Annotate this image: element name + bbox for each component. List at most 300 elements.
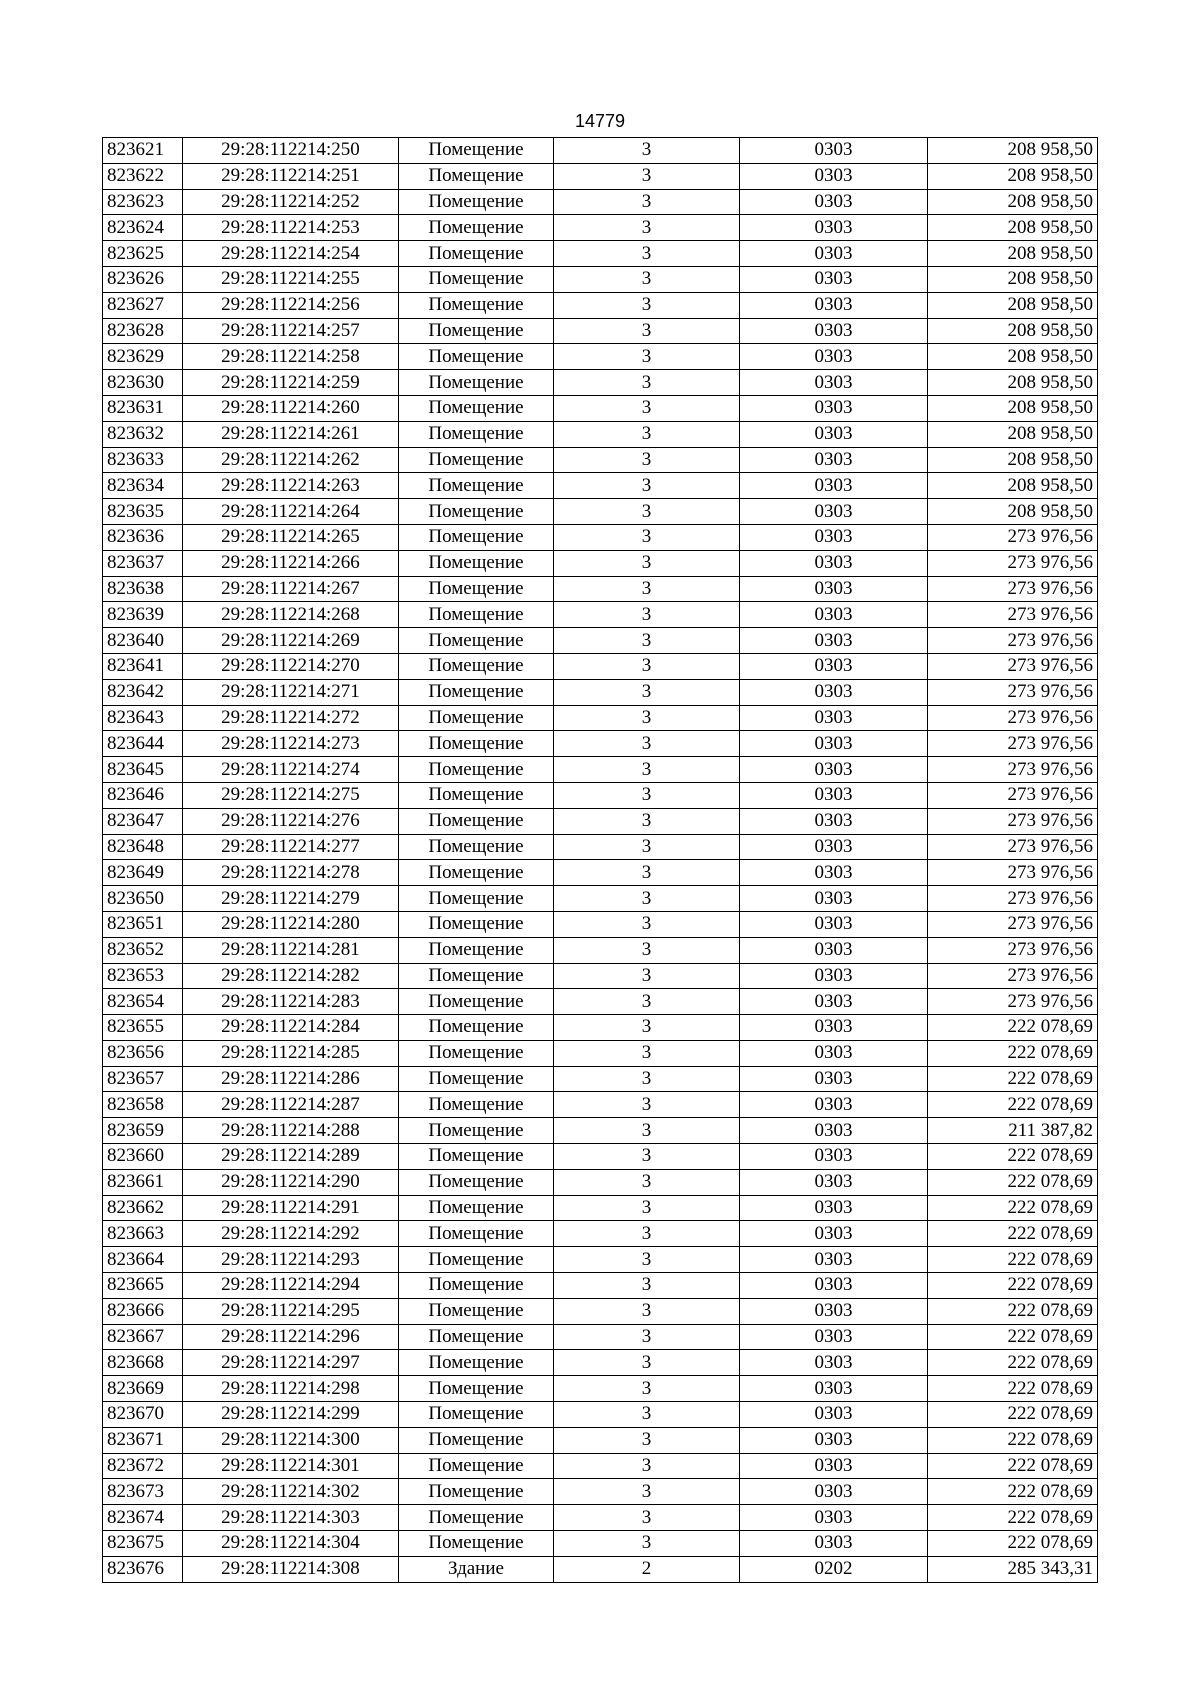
row-number-cell: 823645 [103, 757, 183, 783]
cadastral-value-cell: 208 958,50 [928, 138, 1098, 164]
cadastral-value-cell: 285 343,31 [928, 1556, 1098, 1582]
table-row [103, 1247, 1098, 1273]
row-number-cell: 823628 [103, 318, 183, 344]
row-number-cell: 823634 [103, 473, 183, 499]
object-type-cell: Помещение [399, 731, 554, 757]
object-type-cell: Помещение [399, 395, 554, 421]
object-type-cell: Здание [399, 1556, 554, 1582]
group-cell: 3 [554, 963, 740, 989]
cadastral-number-cell: 29:28:112214:293 [183, 1247, 399, 1273]
group-cell: 3 [554, 989, 740, 1015]
group-cell: 3 [554, 1376, 740, 1402]
code-cell: 0303 [740, 1144, 928, 1170]
object-type-cell: Помещение [399, 1453, 554, 1479]
cadastral-number-cell: 29:28:112214:298 [183, 1376, 399, 1402]
row-number-cell: 823629 [103, 344, 183, 370]
cadastral-value-cell: 222 078,69 [928, 1427, 1098, 1453]
row-number-cell: 823660 [103, 1144, 183, 1170]
cadastral-number-cell: 29:28:112214:257 [183, 318, 399, 344]
table-row [103, 421, 1098, 447]
cadastral-number-cell: 29:28:112214:308 [183, 1556, 399, 1582]
row-number-cell: 823663 [103, 1221, 183, 1247]
cadastral-number-cell: 29:28:112214:265 [183, 524, 399, 550]
cadastral-value-cell: 222 078,69 [928, 1015, 1098, 1041]
object-type-cell: Помещение [399, 1066, 554, 1092]
cadastral-value-cell: 273 976,56 [928, 782, 1098, 808]
row-number-cell: 823667 [103, 1324, 183, 1350]
table-row [103, 473, 1098, 499]
cadastral-value-cell: 208 958,50 [928, 292, 1098, 318]
cadastral-number-cell: 29:28:112214:260 [183, 395, 399, 421]
cadastral-number-cell: 29:28:112214:290 [183, 1169, 399, 1195]
table-row [103, 163, 1098, 189]
cadastral-value-cell: 222 078,69 [928, 1273, 1098, 1299]
table-row [103, 653, 1098, 679]
code-cell: 0303 [740, 499, 928, 525]
object-type-cell: Помещение [399, 860, 554, 886]
object-type-cell: Помещение [399, 1144, 554, 1170]
code-cell: 0303 [740, 782, 928, 808]
row-number-cell: 823654 [103, 989, 183, 1015]
object-type-cell: Помещение [399, 1324, 554, 1350]
cadastral-value-cell: 273 976,56 [928, 757, 1098, 783]
object-type-cell: Помещение [399, 189, 554, 215]
code-cell: 0303 [740, 937, 928, 963]
table-row [103, 318, 1098, 344]
group-cell: 3 [554, 1195, 740, 1221]
object-type-cell: Помещение [399, 705, 554, 731]
row-number-cell: 823668 [103, 1350, 183, 1376]
table-row [103, 1402, 1098, 1428]
code-cell: 0303 [740, 1453, 928, 1479]
cadastral-number-cell: 29:28:112214:294 [183, 1273, 399, 1299]
cadastral-value-cell: 273 976,56 [928, 679, 1098, 705]
cadastral-value-cell: 273 976,56 [928, 576, 1098, 602]
object-type-cell: Помещение [399, 963, 554, 989]
table-row [103, 705, 1098, 731]
cadastral-value-cell: 222 078,69 [928, 1195, 1098, 1221]
cadastral-number-cell: 29:28:112214:299 [183, 1402, 399, 1428]
cadastral-value-cell: 208 958,50 [928, 447, 1098, 473]
group-cell: 3 [554, 1015, 740, 1041]
object-type-cell: Помещение [399, 344, 554, 370]
code-cell: 0303 [740, 1092, 928, 1118]
cadastral-number-cell: 29:28:112214:286 [183, 1066, 399, 1092]
table-row [103, 189, 1098, 215]
code-cell: 0303 [740, 1324, 928, 1350]
object-type-cell: Помещение [399, 524, 554, 550]
row-number-cell: 823642 [103, 679, 183, 705]
code-cell: 0303 [740, 679, 928, 705]
cadastral-number-cell: 29:28:112214:278 [183, 860, 399, 886]
group-cell: 3 [554, 1092, 740, 1118]
row-number-cell: 823676 [103, 1556, 183, 1582]
row-number-cell: 823646 [103, 782, 183, 808]
row-number-cell: 823655 [103, 1015, 183, 1041]
object-type-cell: Помещение [399, 911, 554, 937]
table-row [103, 266, 1098, 292]
table-row [103, 1221, 1098, 1247]
table-row [103, 1118, 1098, 1144]
object-type-cell: Помещение [399, 1350, 554, 1376]
group-cell: 3 [554, 215, 740, 241]
cadastral-value-cell: 211 387,82 [928, 1118, 1098, 1144]
table-row [103, 834, 1098, 860]
row-number-cell: 823657 [103, 1066, 183, 1092]
row-number-cell: 823662 [103, 1195, 183, 1221]
cadastral-number-cell: 29:28:112214:284 [183, 1015, 399, 1041]
row-number-cell: 823671 [103, 1427, 183, 1453]
group-cell: 3 [554, 782, 740, 808]
group-cell: 3 [554, 1479, 740, 1505]
cadastral-number-cell: 29:28:112214:262 [183, 447, 399, 473]
row-number-cell: 823674 [103, 1505, 183, 1531]
table-row [103, 1350, 1098, 1376]
cadastral-value-cell: 222 078,69 [928, 1505, 1098, 1531]
cadastral-value-cell: 273 976,56 [928, 937, 1098, 963]
group-cell: 3 [554, 1144, 740, 1170]
object-type-cell: Помещение [399, 1402, 554, 1428]
cadastral-value-cell: 273 976,56 [928, 963, 1098, 989]
group-cell: 3 [554, 138, 740, 164]
cadastral-value-cell: 208 958,50 [928, 395, 1098, 421]
group-cell: 3 [554, 1324, 740, 1350]
group-cell: 3 [554, 886, 740, 912]
cadastral-value-cell: 273 976,56 [928, 550, 1098, 576]
code-cell: 0303 [740, 138, 928, 164]
code-cell: 0303 [740, 911, 928, 937]
cadastral-value-cell: 273 976,56 [928, 886, 1098, 912]
cadastral-value-cell: 208 958,50 [928, 421, 1098, 447]
table-row [103, 1169, 1098, 1195]
cadastral-value-cell: 222 078,69 [928, 1324, 1098, 1350]
code-cell: 0303 [740, 215, 928, 241]
object-type-cell: Помещение [399, 241, 554, 267]
table-row [103, 1531, 1098, 1557]
cadastral-value-cell: 222 078,69 [928, 1298, 1098, 1324]
cadastral-number-cell: 29:28:112214:270 [183, 653, 399, 679]
cadastral-value-cell: 222 078,69 [928, 1066, 1098, 1092]
cadastral-number-cell: 29:28:112214:282 [183, 963, 399, 989]
group-cell: 3 [554, 705, 740, 731]
group-cell: 3 [554, 266, 740, 292]
cadastral-value-cell: 222 078,69 [928, 1453, 1098, 1479]
row-number-cell: 823623 [103, 189, 183, 215]
table-row [103, 886, 1098, 912]
row-number-cell: 823640 [103, 628, 183, 654]
object-type-cell: Помещение [399, 653, 554, 679]
cadastral-number-cell: 29:28:112214:259 [183, 370, 399, 396]
code-cell: 0303 [740, 1169, 928, 1195]
cadastral-number-cell: 29:28:112214:263 [183, 473, 399, 499]
object-type-cell: Помещение [399, 550, 554, 576]
cadastral-number-cell: 29:28:112214:291 [183, 1195, 399, 1221]
code-cell: 0303 [740, 653, 928, 679]
code-cell: 0303 [740, 731, 928, 757]
cadastral-value-cell: 222 078,69 [928, 1531, 1098, 1557]
object-type-cell: Помещение [399, 473, 554, 499]
table-row [103, 447, 1098, 473]
row-number-cell: 823624 [103, 215, 183, 241]
group-cell: 3 [554, 937, 740, 963]
object-type-cell: Помещение [399, 679, 554, 705]
group-cell: 3 [554, 653, 740, 679]
row-number-cell: 823675 [103, 1531, 183, 1557]
cadastral-number-cell: 29:28:112214:256 [183, 292, 399, 318]
group-cell: 3 [554, 1298, 740, 1324]
cadastral-value-cell: 273 976,56 [928, 524, 1098, 550]
cadastral-value-cell: 273 976,56 [928, 705, 1098, 731]
code-cell: 0303 [740, 1015, 928, 1041]
group-cell: 3 [554, 370, 740, 396]
code-cell: 0303 [740, 834, 928, 860]
code-cell: 0303 [740, 1427, 928, 1453]
code-cell: 0303 [740, 989, 928, 1015]
cadastral-value-cell: 208 958,50 [928, 266, 1098, 292]
table-row [103, 1376, 1098, 1402]
cadastral-value-cell: 222 078,69 [928, 1144, 1098, 1170]
row-number-cell: 823656 [103, 1040, 183, 1066]
code-cell: 0303 [740, 473, 928, 499]
group-cell: 3 [554, 1350, 740, 1376]
group-cell: 3 [554, 395, 740, 421]
cadastral-value-cell: 222 078,69 [928, 1221, 1098, 1247]
code-cell: 0303 [740, 1376, 928, 1402]
table-row [103, 576, 1098, 602]
group-cell: 3 [554, 550, 740, 576]
cadastral-value-cell: 222 078,69 [928, 1169, 1098, 1195]
table-row [103, 1324, 1098, 1350]
cadastral-value-cell: 208 958,50 [928, 318, 1098, 344]
cadastral-value-cell: 208 958,50 [928, 473, 1098, 499]
row-number-cell: 823631 [103, 395, 183, 421]
object-type-cell: Помещение [399, 1092, 554, 1118]
row-number-cell: 823643 [103, 705, 183, 731]
group-cell: 3 [554, 421, 740, 447]
cadastral-value-cell: 208 958,50 [928, 499, 1098, 525]
group-cell: 3 [554, 1247, 740, 1273]
object-type-cell: Помещение [399, 989, 554, 1015]
object-type-cell: Помещение [399, 499, 554, 525]
page-number: 14779 [574, 111, 626, 131]
table-row [103, 1479, 1098, 1505]
table-row [103, 808, 1098, 834]
row-number-cell: 823658 [103, 1092, 183, 1118]
cadastral-value-cell: 222 078,69 [928, 1402, 1098, 1428]
cadastral-number-cell: 29:28:112214:272 [183, 705, 399, 731]
table-row [103, 1505, 1098, 1531]
cadastral-value-cell: 273 976,56 [928, 911, 1098, 937]
object-type-cell: Помещение [399, 1221, 554, 1247]
cadastral-value-cell: 273 976,56 [928, 653, 1098, 679]
code-cell: 0303 [740, 1350, 928, 1376]
cadastral-number-cell: 29:28:112214:266 [183, 550, 399, 576]
object-type-cell: Помещение [399, 628, 554, 654]
cadastral-value-cell: 273 976,56 [928, 602, 1098, 628]
table-row [103, 731, 1098, 757]
row-number-cell: 823651 [103, 911, 183, 937]
object-type-cell: Помещение [399, 1479, 554, 1505]
object-type-cell: Помещение [399, 1015, 554, 1041]
row-number-cell: 823627 [103, 292, 183, 318]
code-cell: 0303 [740, 628, 928, 654]
cadastral-number-cell: 29:28:112214:279 [183, 886, 399, 912]
table-row [103, 1092, 1098, 1118]
cadastral-value-cell: 222 078,69 [928, 1040, 1098, 1066]
cadastral-number-cell: 29:28:112214:303 [183, 1505, 399, 1531]
object-type-cell: Помещение [399, 808, 554, 834]
cadastral-number-cell: 29:28:112214:271 [183, 679, 399, 705]
object-type-cell: Помещение [399, 1427, 554, 1453]
table-row [103, 550, 1098, 576]
object-type-cell: Помещение [399, 1505, 554, 1531]
cadastral-number-cell: 29:28:112214:302 [183, 1479, 399, 1505]
code-cell: 0303 [740, 421, 928, 447]
row-number-cell: 823665 [103, 1273, 183, 1299]
object-type-cell: Помещение [399, 292, 554, 318]
cadastral-value-cell: 222 078,69 [928, 1376, 1098, 1402]
code-cell: 0303 [740, 163, 928, 189]
cadastral-value-cell: 208 958,50 [928, 344, 1098, 370]
cadastral-value-cell: 208 958,50 [928, 370, 1098, 396]
row-number-cell: 823641 [103, 653, 183, 679]
table-row [103, 1453, 1098, 1479]
cadastral-number-cell: 29:28:112214:269 [183, 628, 399, 654]
table-row [103, 989, 1098, 1015]
row-number-cell: 823652 [103, 937, 183, 963]
row-number-cell: 823637 [103, 550, 183, 576]
cadastral-number-cell: 29:28:112214:255 [183, 266, 399, 292]
cadastral-value-cell: 273 976,56 [928, 628, 1098, 654]
cadastral-number-cell: 29:28:112214:250 [183, 138, 399, 164]
row-number-cell: 823669 [103, 1376, 183, 1402]
object-type-cell: Помещение [399, 370, 554, 396]
object-type-cell: Помещение [399, 421, 554, 447]
cadastral-number-cell: 29:28:112214:281 [183, 937, 399, 963]
code-cell: 0303 [740, 757, 928, 783]
cadastral-number-cell: 29:28:112214:252 [183, 189, 399, 215]
object-type-cell: Помещение [399, 266, 554, 292]
table-row [103, 1144, 1098, 1170]
group-cell: 3 [554, 1402, 740, 1428]
table-row [103, 602, 1098, 628]
row-number-cell: 823639 [103, 602, 183, 628]
group-cell: 3 [554, 911, 740, 937]
table-row [103, 937, 1098, 963]
table-row [103, 860, 1098, 886]
table-row [103, 628, 1098, 654]
code-cell: 0303 [740, 241, 928, 267]
object-type-cell: Помещение [399, 602, 554, 628]
code-cell: 0303 [740, 602, 928, 628]
cadastral-number-cell: 29:28:112214:251 [183, 163, 399, 189]
object-type-cell: Помещение [399, 1273, 554, 1299]
object-type-cell: Помещение [399, 1298, 554, 1324]
cadastral-value-cell: 273 976,56 [928, 989, 1098, 1015]
code-cell: 0303 [740, 189, 928, 215]
cadastral-value-cell: 273 976,56 [928, 860, 1098, 886]
code-cell: 0303 [740, 1221, 928, 1247]
code-cell: 0303 [740, 1118, 928, 1144]
code-cell: 0303 [740, 705, 928, 731]
code-cell: 0303 [740, 576, 928, 602]
row-number-cell: 823644 [103, 731, 183, 757]
cadastral-number-cell: 29:28:112214:289 [183, 1144, 399, 1170]
row-number-cell: 823650 [103, 886, 183, 912]
code-cell: 0303 [740, 1298, 928, 1324]
group-cell: 3 [554, 473, 740, 499]
cadastral-value-cell: 222 078,69 [928, 1479, 1098, 1505]
group-cell: 3 [554, 241, 740, 267]
cadastral-number-cell: 29:28:112214:288 [183, 1118, 399, 1144]
group-cell: 3 [554, 1169, 740, 1195]
table-row [103, 138, 1098, 164]
table-row [103, 524, 1098, 550]
group-cell: 3 [554, 1427, 740, 1453]
group-cell: 3 [554, 808, 740, 834]
code-cell: 0303 [740, 1195, 928, 1221]
table-row [103, 292, 1098, 318]
table-row [103, 1015, 1098, 1041]
code-cell: 0303 [740, 524, 928, 550]
code-cell: 0303 [740, 963, 928, 989]
table-row [103, 499, 1098, 525]
row-number-cell: 823630 [103, 370, 183, 396]
cadastral-number-cell: 29:28:112214:275 [183, 782, 399, 808]
object-type-cell: Помещение [399, 757, 554, 783]
object-type-cell: Помещение [399, 215, 554, 241]
object-type-cell: Помещение [399, 1118, 554, 1144]
cadastral-number-cell: 29:28:112214:295 [183, 1298, 399, 1324]
cadastral-number-cell: 29:28:112214:276 [183, 808, 399, 834]
cadastral-number-cell: 29:28:112214:264 [183, 499, 399, 525]
object-type-cell: Помещение [399, 1040, 554, 1066]
registry-table-body [103, 138, 1098, 1583]
table-row [103, 782, 1098, 808]
cadastral-number-cell: 29:28:112214:304 [183, 1531, 399, 1557]
group-cell: 2 [554, 1556, 740, 1582]
code-cell: 0303 [740, 1505, 928, 1531]
table-row [103, 1556, 1098, 1582]
cadastral-number-cell: 29:28:112214:261 [183, 421, 399, 447]
cadastral-number-cell: 29:28:112214:273 [183, 731, 399, 757]
code-cell: 0303 [740, 266, 928, 292]
group-cell: 3 [554, 628, 740, 654]
table-row [103, 1427, 1098, 1453]
group-cell: 3 [554, 447, 740, 473]
object-type-cell: Помещение [399, 834, 554, 860]
code-cell: 0303 [740, 860, 928, 886]
row-number-cell: 823666 [103, 1298, 183, 1324]
object-type-cell: Помещение [399, 886, 554, 912]
cadastral-value-cell: 222 078,69 [928, 1092, 1098, 1118]
group-cell: 3 [554, 163, 740, 189]
table-row [103, 241, 1098, 267]
row-number-cell: 823648 [103, 834, 183, 860]
cadastral-number-cell: 29:28:112214:267 [183, 576, 399, 602]
row-number-cell: 823621 [103, 138, 183, 164]
cadastral-number-cell: 29:28:112214:277 [183, 834, 399, 860]
group-cell: 3 [554, 1040, 740, 1066]
code-cell: 0303 [740, 550, 928, 576]
table-row [103, 395, 1098, 421]
table-row [103, 1298, 1098, 1324]
row-number-cell: 823633 [103, 447, 183, 473]
cadastral-number-cell: 29:28:112214:296 [183, 1324, 399, 1350]
group-cell: 3 [554, 1505, 740, 1531]
group-cell: 3 [554, 1273, 740, 1299]
code-cell: 0303 [740, 1247, 928, 1273]
